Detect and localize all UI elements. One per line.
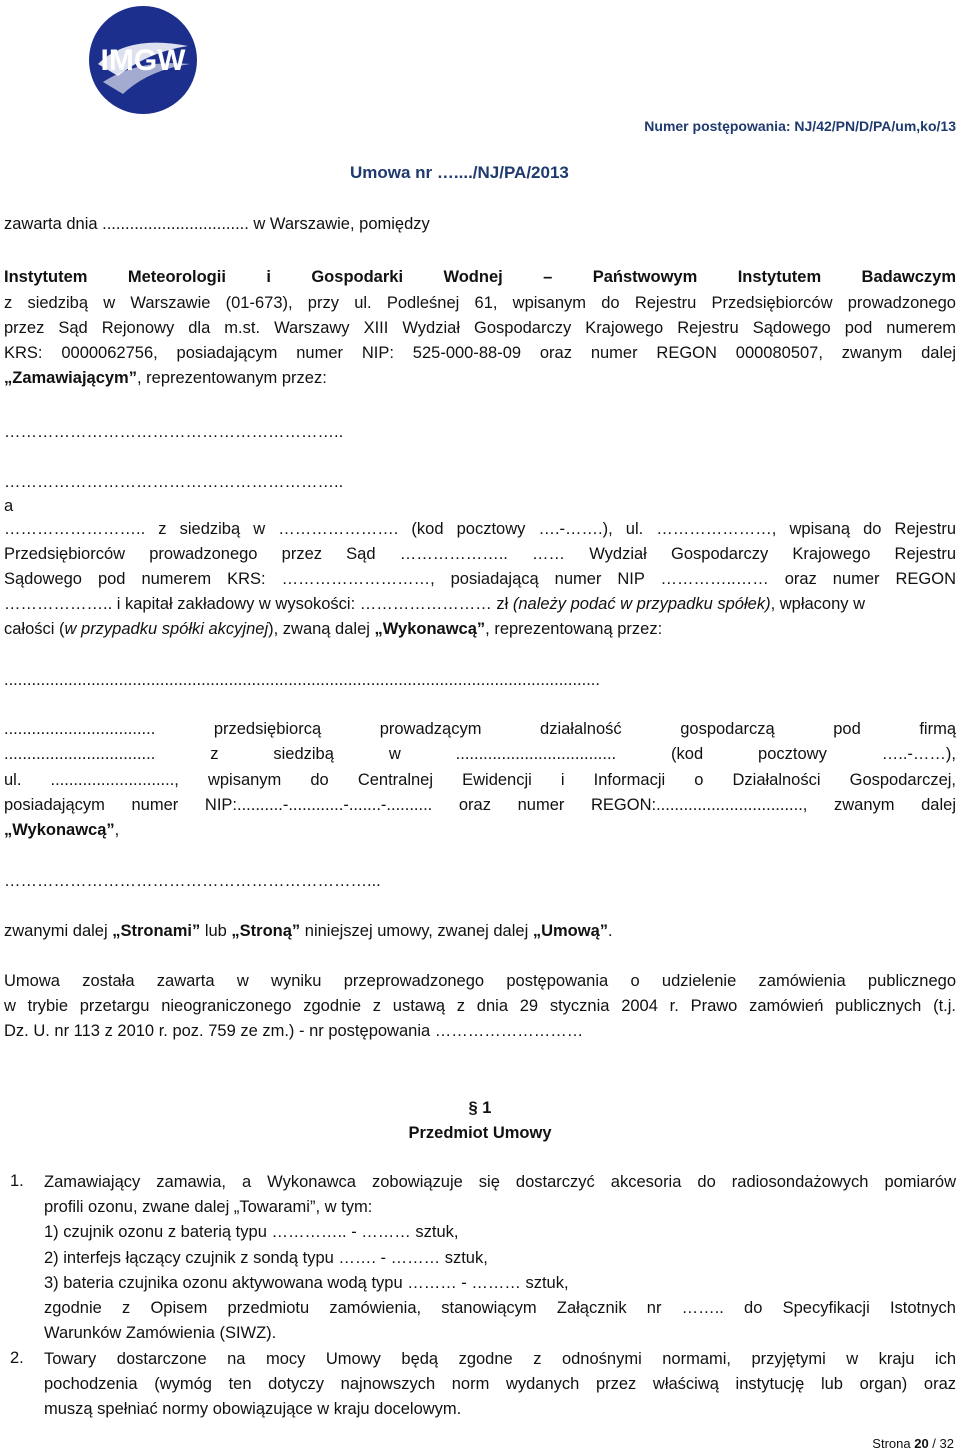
- party1-line-2: z siedzibą w Warszawie (01-673), przy ul. Podleśnej 61, wpisanym do Rejestru Przedsiębiorców prowadzonego: [4, 294, 956, 312]
- imgw-logo: [78, 4, 208, 116]
- contract-title: Umowa nr …..../NJ/PA/2013: [350, 163, 569, 182]
- party2-line-4-a: ……………….. i kapitał zakładowy w wysokości: …………………… zł: [4, 595, 513, 613]
- item-1-number: 1.: [10, 1172, 24, 1190]
- basis-line-1: Umowa została zawarta w wyniku przeprowadzonego postępowania o udzielenie zamówienia publicznego: [4, 972, 956, 990]
- item-2-line-2: pochodzenia (wymóg ten dotyczy najnowszych norm wydanych przez właściwą instytucję lub organ) oraz: [44, 1375, 956, 1393]
- page-number: 20: [914, 1436, 929, 1451]
- party1-line-3: przez Sąd Rejonowy dla m.st. Warszawy XIII Wydział Gospodarczy Krajowego Rejestru Sądowego pod numerem: [4, 319, 956, 337]
- parties-e: niniejszej umowy, zwanej dalej: [300, 922, 533, 940]
- intro-line: zawarta dnia ................................ w Warszawie, pomiędzy: [4, 215, 430, 233]
- page-footer: [872, 1436, 954, 1451]
- case-number: Numer postępowania: NJ/42/PN/D/PA/um,ko/13: [644, 118, 956, 134]
- representative2-line: ..................................................................................................................................: [4, 671, 600, 689]
- representative-line-1: ……………………………………………………..: [4, 423, 344, 441]
- party2-line-4: [4, 594, 956, 614]
- parties-line: [4, 921, 956, 941]
- signature-line: …………………………………………………………...: [4, 872, 381, 890]
- item-1-line-1: Zamawiający zamawia, a Wykonawca zobowiązuje się dostarczyć akcesoria do radiosondażowych pomiarów: [44, 1173, 956, 1191]
- party1-line-5-rest: , reprezentowanym przez:: [136, 369, 327, 387]
- item-2-line-1: Towary dostarczone na mocy Umowy będą zgodne z odnośnymi normami, przyjętymi w kraju ich: [44, 1350, 956, 1368]
- item-1-line-4: 2) interfejs łączący czujnik z sondą typu ……. - ……… sztuk,: [44, 1249, 488, 1267]
- party1-line-5: [4, 368, 956, 388]
- item-2-line-3: muszą spełniać normy obowiązujące w kraju docelowym.: [44, 1400, 462, 1418]
- party3-line-5: [4, 820, 956, 840]
- contractor-name-2: „Wykonawcą”: [4, 821, 115, 839]
- party3-line-4: posiadającym numer NIP:..........-............-.......-.......... oraz numer REGON:................................, zwanym dalej: [4, 796, 956, 814]
- party2-line-5-note: w przypadku spółki akcyjnej: [64, 620, 269, 638]
- party2-line-1: …………………….. z siedzibą w …………………. (kod pocztowy ….-…….), ul. …………………, wpisaną do Rejestru: [4, 520, 956, 538]
- party2-line-5-e: , reprezentowaną przez:: [485, 620, 663, 638]
- basis-line-3: Dz. U. nr 113 z 2010 r. poz. 759 ze zm.) - nr postępowania ………………………: [4, 1022, 584, 1040]
- party2-line-5-a: całości (: [4, 620, 65, 638]
- parties-g: .: [608, 922, 613, 940]
- page-total: 32: [939, 1436, 954, 1451]
- logo-text: IMGW: [100, 44, 186, 77]
- item-1-line-7: Warunków Zamówienia (SIWZ).: [44, 1324, 277, 1342]
- section-title: Przedmiot Umowy: [408, 1124, 552, 1142]
- section-number: § 1: [468, 1099, 492, 1117]
- ordering-party-name: „Zamawiającym”: [4, 369, 137, 387]
- parties-term: „Stronami”: [112, 922, 201, 940]
- item-1-line-5: 3) bateria czujnika ozonu aktywowana wodą typu ……… - ……… sztuk,: [44, 1274, 569, 1292]
- party1-line-4: KRS: 0000062756, posiadającym numer NIP: 525-000-88-09 oraz numer REGON 000080507, zwanym dalej: [4, 344, 956, 362]
- party2-line-2: Przedsiębiorców prowadzonego przez Sąd ……………….. …… Wydział Gospodarczy Krajowego Rejestru: [4, 545, 956, 563]
- and-word: a: [4, 497, 14, 515]
- parties-c: lub: [200, 922, 232, 940]
- item-1-line-6: zgodnie z Opisem przedmiotu zamówienia, stanowiącym Załącznik nr …….. do Specyfikacji Istotnych: [44, 1299, 956, 1317]
- party2-line-5: [4, 619, 956, 639]
- footer-sep: /: [928, 1436, 940, 1451]
- party2-line-5-c: ), zwaną dalej: [268, 620, 375, 638]
- representative-line-2: ……………………………………………………..: [4, 473, 344, 491]
- party2-line-3: Sądowego pod numerem KRS: ………………………, posiadającą numer NIP …………..…… oraz numer REGON: [4, 570, 956, 588]
- party2-line-4-c: , wpłacony w: [770, 595, 866, 613]
- party3-line-1: ................................. przedsiębiorcą prowadzącym działalność gospodarczą pod firmą: [4, 720, 956, 738]
- party1-line-1: Instytutem Meteorologii i Gospodarki Wodnej – Państwowym Instytutem Badawczym: [4, 268, 956, 286]
- item-2-number: 2.: [10, 1349, 24, 1367]
- agreement-term: „Umową”: [532, 922, 609, 940]
- footer-label: Strona: [872, 1436, 915, 1451]
- item-1-line-2: profili ozonu, zwane dalej „Towarami”, w tym:: [44, 1198, 373, 1216]
- party3-line-2: ................................. z siedzibą w ................................... (kod pocztowy …..-……),: [4, 745, 956, 763]
- party3-line-3: ul. ..........................., wpisanym do Centralnej Ewidencji i Informacji o Działalności Gospodarczej,: [4, 771, 956, 789]
- contractor-name: „Wykonawcą”: [374, 620, 486, 638]
- parties-a: zwanymi dalej: [4, 922, 113, 940]
- party-term: „Stroną”: [231, 922, 301, 940]
- item-1-line-3: 1) czujnik ozonu z baterią typu ………….. - ……… sztuk,: [44, 1223, 459, 1241]
- party2-line-4-note: (należy podać w przypadku spółek): [512, 595, 771, 613]
- party3-line-5-rest: ,: [114, 821, 120, 839]
- basis-line-2: w trybie przetargu nieograniczonego zgodnie z ustawą z dnia 29 stycznia 2004 r. Prawo zamówień publicznych (t.j.: [4, 997, 956, 1015]
